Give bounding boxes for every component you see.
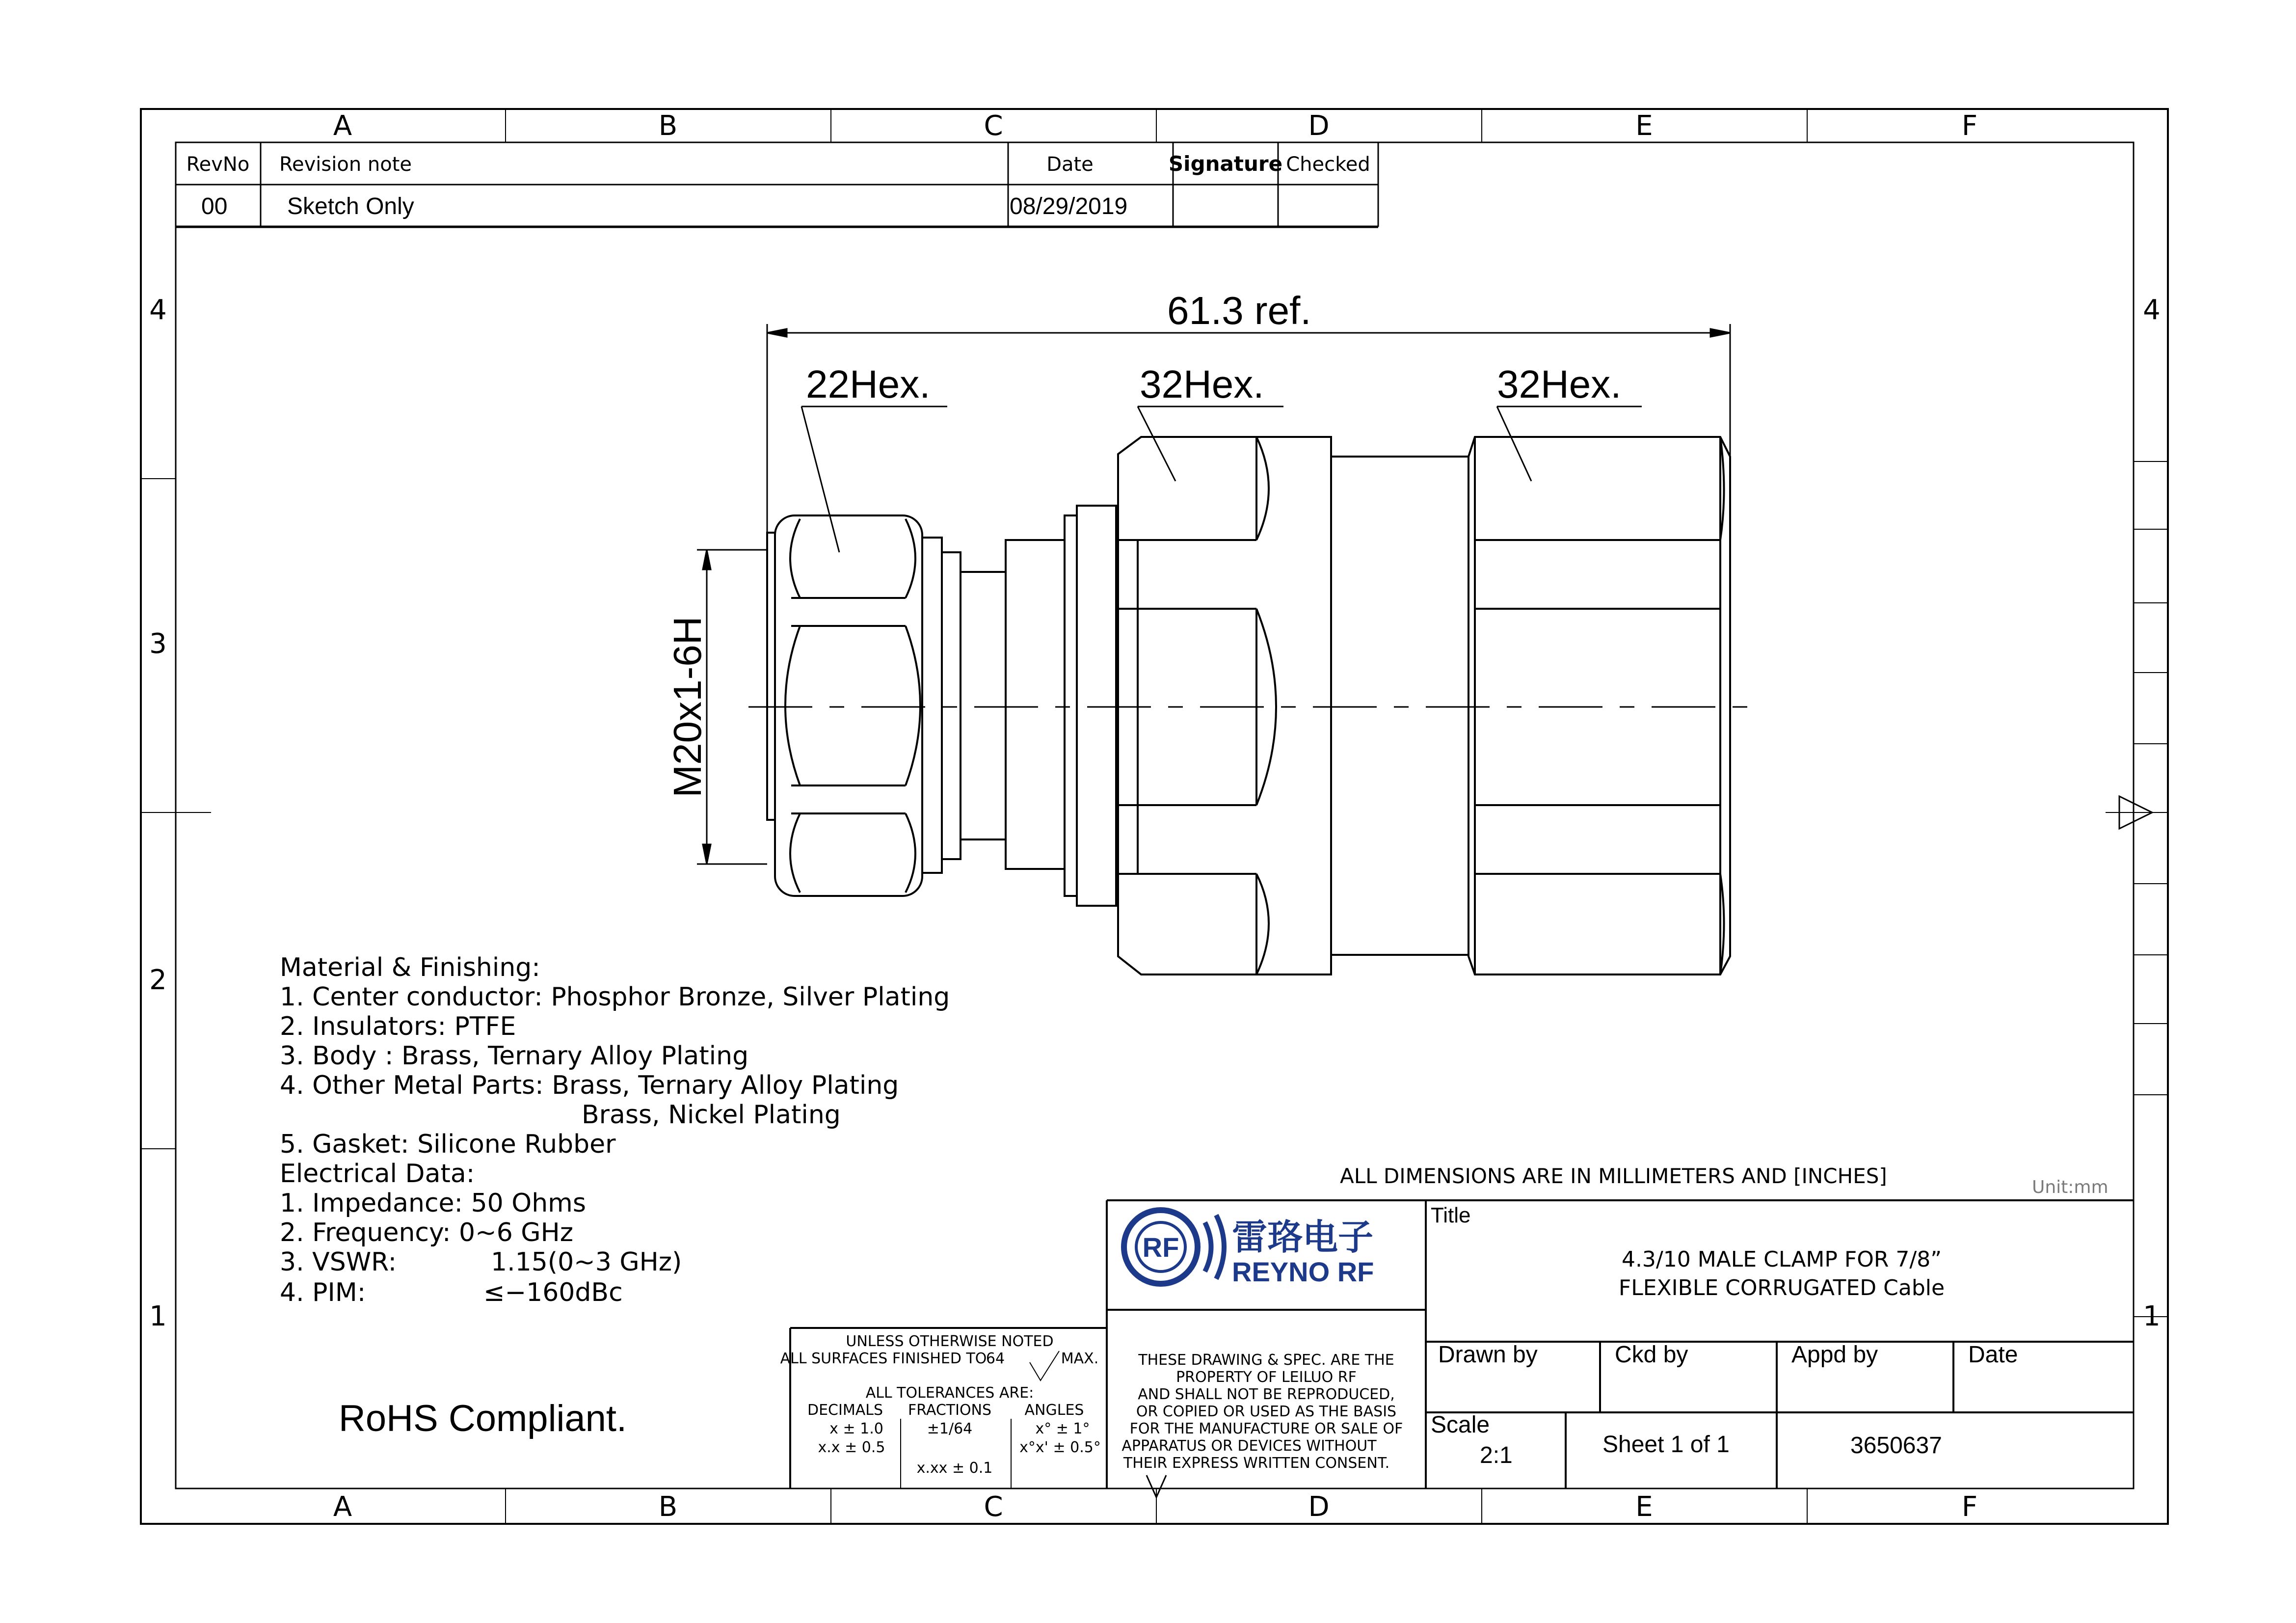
- note-line: Electrical Data:: [280, 1159, 475, 1189]
- revision-table: [176, 142, 1378, 227]
- zone-col-d-top: D: [1308, 110, 1330, 142]
- note-line: 5. Gasket: Silicone Rubber: [280, 1130, 616, 1159]
- zone-letters: [149, 110, 2161, 1523]
- property-notice-line: FOR THE MANUFACTURE OR SALE OF: [1129, 1420, 1403, 1437]
- tolerance-all: ALL TOLERANCES ARE:: [865, 1384, 1034, 1402]
- zone-col-d-bottom: D: [1308, 1491, 1330, 1523]
- tolerance-surface-finish: 64: [986, 1350, 1005, 1367]
- scale-label: Scale: [1431, 1412, 1490, 1438]
- note-line: Brass, Nickel Plating: [582, 1100, 841, 1130]
- revision-note-header: Revision note: [279, 153, 412, 176]
- overall-length-dimension: 61.3 ref.: [1167, 289, 1311, 332]
- zone-col-a-top: A: [333, 110, 352, 142]
- rev-row-note: Sketch Only: [287, 193, 414, 219]
- note-line: 3. Body : Brass, Ternary Alloy Plating: [280, 1041, 749, 1071]
- tolerance-angles-header: ANGLES: [1024, 1402, 1084, 1419]
- sheet-number: Sheet 1 of 1: [1602, 1432, 1730, 1458]
- zone-row-1-left: 1: [149, 1300, 167, 1332]
- note-line: 1. Impedance: 50 Ohms: [280, 1189, 586, 1218]
- zone-row-4-right: 4: [2143, 294, 2161, 326]
- property-notice-line: AND SHALL NOT BE REPRODUCED,: [1138, 1386, 1395, 1403]
- title-block: [780, 1164, 2134, 1488]
- tolerance-surfaces-max: MAX.: [1061, 1350, 1099, 1367]
- connector-drawing: [748, 437, 1752, 974]
- tolerance-decimal-2: x.x ± 0.5: [818, 1439, 885, 1456]
- tolerance-fraction-2: x.xx ± 0.1: [916, 1460, 993, 1477]
- hex-32-rear-dimension: 32Hex.: [1497, 362, 1622, 406]
- vswr-value: 1.15(0~3 GHz): [491, 1247, 682, 1277]
- tolerance-angle-1: x° ± 1°: [1035, 1420, 1090, 1437]
- date-label: Date: [1968, 1342, 2018, 1368]
- rohs-label: RoHS Compliant.: [339, 1398, 627, 1439]
- rev-row-date: 08/29/2019: [1010, 193, 1128, 219]
- scale-value: 2:1: [1480, 1442, 1513, 1468]
- notes: [280, 953, 950, 1307]
- note-line: 4. Other Metal Parts: Brass, Ternary Alloy Plating: [280, 1071, 899, 1100]
- tolerance-unless-noted: UNLESS OTHERWISE NOTED: [846, 1333, 1054, 1350]
- zone-row-1-right: 1: [2143, 1300, 2161, 1332]
- pim-value: ≤−160dBc: [483, 1278, 623, 1307]
- zone-col-e-top: E: [1635, 110, 1653, 142]
- property-notice-line: PROPERTY OF LEILUO RF: [1176, 1369, 1357, 1386]
- tolerance-fraction-1: ±1/64: [927, 1420, 973, 1437]
- property-notice-line: THEIR EXPRESS WRITTEN CONSENT.: [1123, 1455, 1390, 1472]
- zone-row-2-left: 2: [149, 964, 167, 996]
- unit-label: Unit:mm: [2032, 1177, 2109, 1197]
- tolerance-surfaces: ALL SURFACES FINISHED TO: [780, 1350, 987, 1367]
- signature-header: Signature: [1168, 152, 1283, 176]
- zone-col-b-top: B: [658, 110, 678, 142]
- pim-label: 4. PIM:: [280, 1278, 366, 1307]
- property-notice-line: OR COPIED OR USED AS THE BASIS: [1136, 1403, 1397, 1420]
- appd-by-label: Appd by: [1791, 1342, 1878, 1368]
- zone-col-c-top: C: [984, 110, 1003, 142]
- company-logo: [1124, 1210, 1374, 1287]
- rev-row-number: 00: [201, 193, 228, 219]
- logo-english-name: REYNO RF: [1232, 1256, 1374, 1287]
- title-line-2: FLEXIBLE CORRUGATED Cable: [1618, 1275, 1945, 1300]
- drawn-by-label: Drawn by: [1438, 1342, 1538, 1368]
- zone-col-c-bottom: C: [984, 1491, 1003, 1523]
- zone-col-b-bottom: B: [658, 1491, 678, 1523]
- zone-col-e-bottom: E: [1635, 1491, 1653, 1523]
- note-line: 2. Insulators: PTFE: [280, 1012, 516, 1041]
- zone-col-a-bottom: A: [333, 1491, 352, 1523]
- date-header: Date: [1046, 153, 1094, 176]
- tolerance-decimals-header: DECIMALS: [807, 1402, 883, 1419]
- property-notice-line: THESE DRAWING & SPEC. ARE THE: [1138, 1352, 1394, 1369]
- zone-row-3-left: 3: [149, 628, 167, 660]
- revno-header: RevNo: [186, 153, 250, 176]
- surface-finish-symbol: [1030, 1351, 1059, 1380]
- logo-chinese-name: 雷珞电子: [1232, 1218, 1374, 1257]
- title-line-1: 4.3/10 MALE CLAMP FOR 7/8”: [1621, 1247, 1942, 1272]
- hex-22-dimension: 22Hex.: [806, 362, 931, 406]
- frame: [141, 109, 2168, 1524]
- tolerance-block: [780, 1333, 1101, 1477]
- title-label: Title: [1431, 1203, 1471, 1227]
- ckd-by-label: Ckd by: [1615, 1342, 1688, 1368]
- zone-row-4-left: 4: [149, 294, 167, 326]
- hex-32-front-dimension: 32Hex.: [1140, 362, 1264, 406]
- vswr-label: 3. VSWR:: [280, 1247, 397, 1277]
- zone-col-f-top: F: [1961, 110, 1978, 142]
- tolerance-decimal-1: x ± 1.0: [829, 1420, 883, 1437]
- note-line: Material & Finishing:: [280, 953, 540, 982]
- part-number: 3650637: [1850, 1433, 1942, 1459]
- logo-mark: RF: [1142, 1232, 1179, 1263]
- note-line: 2. Frequency: 0~6 GHz: [280, 1218, 573, 1247]
- checked-header: Checked: [1286, 153, 1370, 176]
- note-line: 1. Center conductor: Phosphor Bronze, Silver Plating: [280, 982, 950, 1012]
- property-notice-line: APPARATUS OR DEVICES WITHOUT: [1121, 1437, 1377, 1455]
- property-notice: [1121, 1352, 1403, 1472]
- tolerance-fractions-header: FRACTIONS: [908, 1402, 992, 1419]
- thread-dimension: M20x1-6H: [666, 616, 709, 798]
- units-note: ALL DIMENSIONS ARE IN MILLIMETERS AND [INCHES]: [1340, 1164, 1887, 1188]
- tolerance-angle-2: x°x' ± 0.5°: [1019, 1439, 1101, 1456]
- zone-col-f-bottom: F: [1961, 1491, 1978, 1523]
